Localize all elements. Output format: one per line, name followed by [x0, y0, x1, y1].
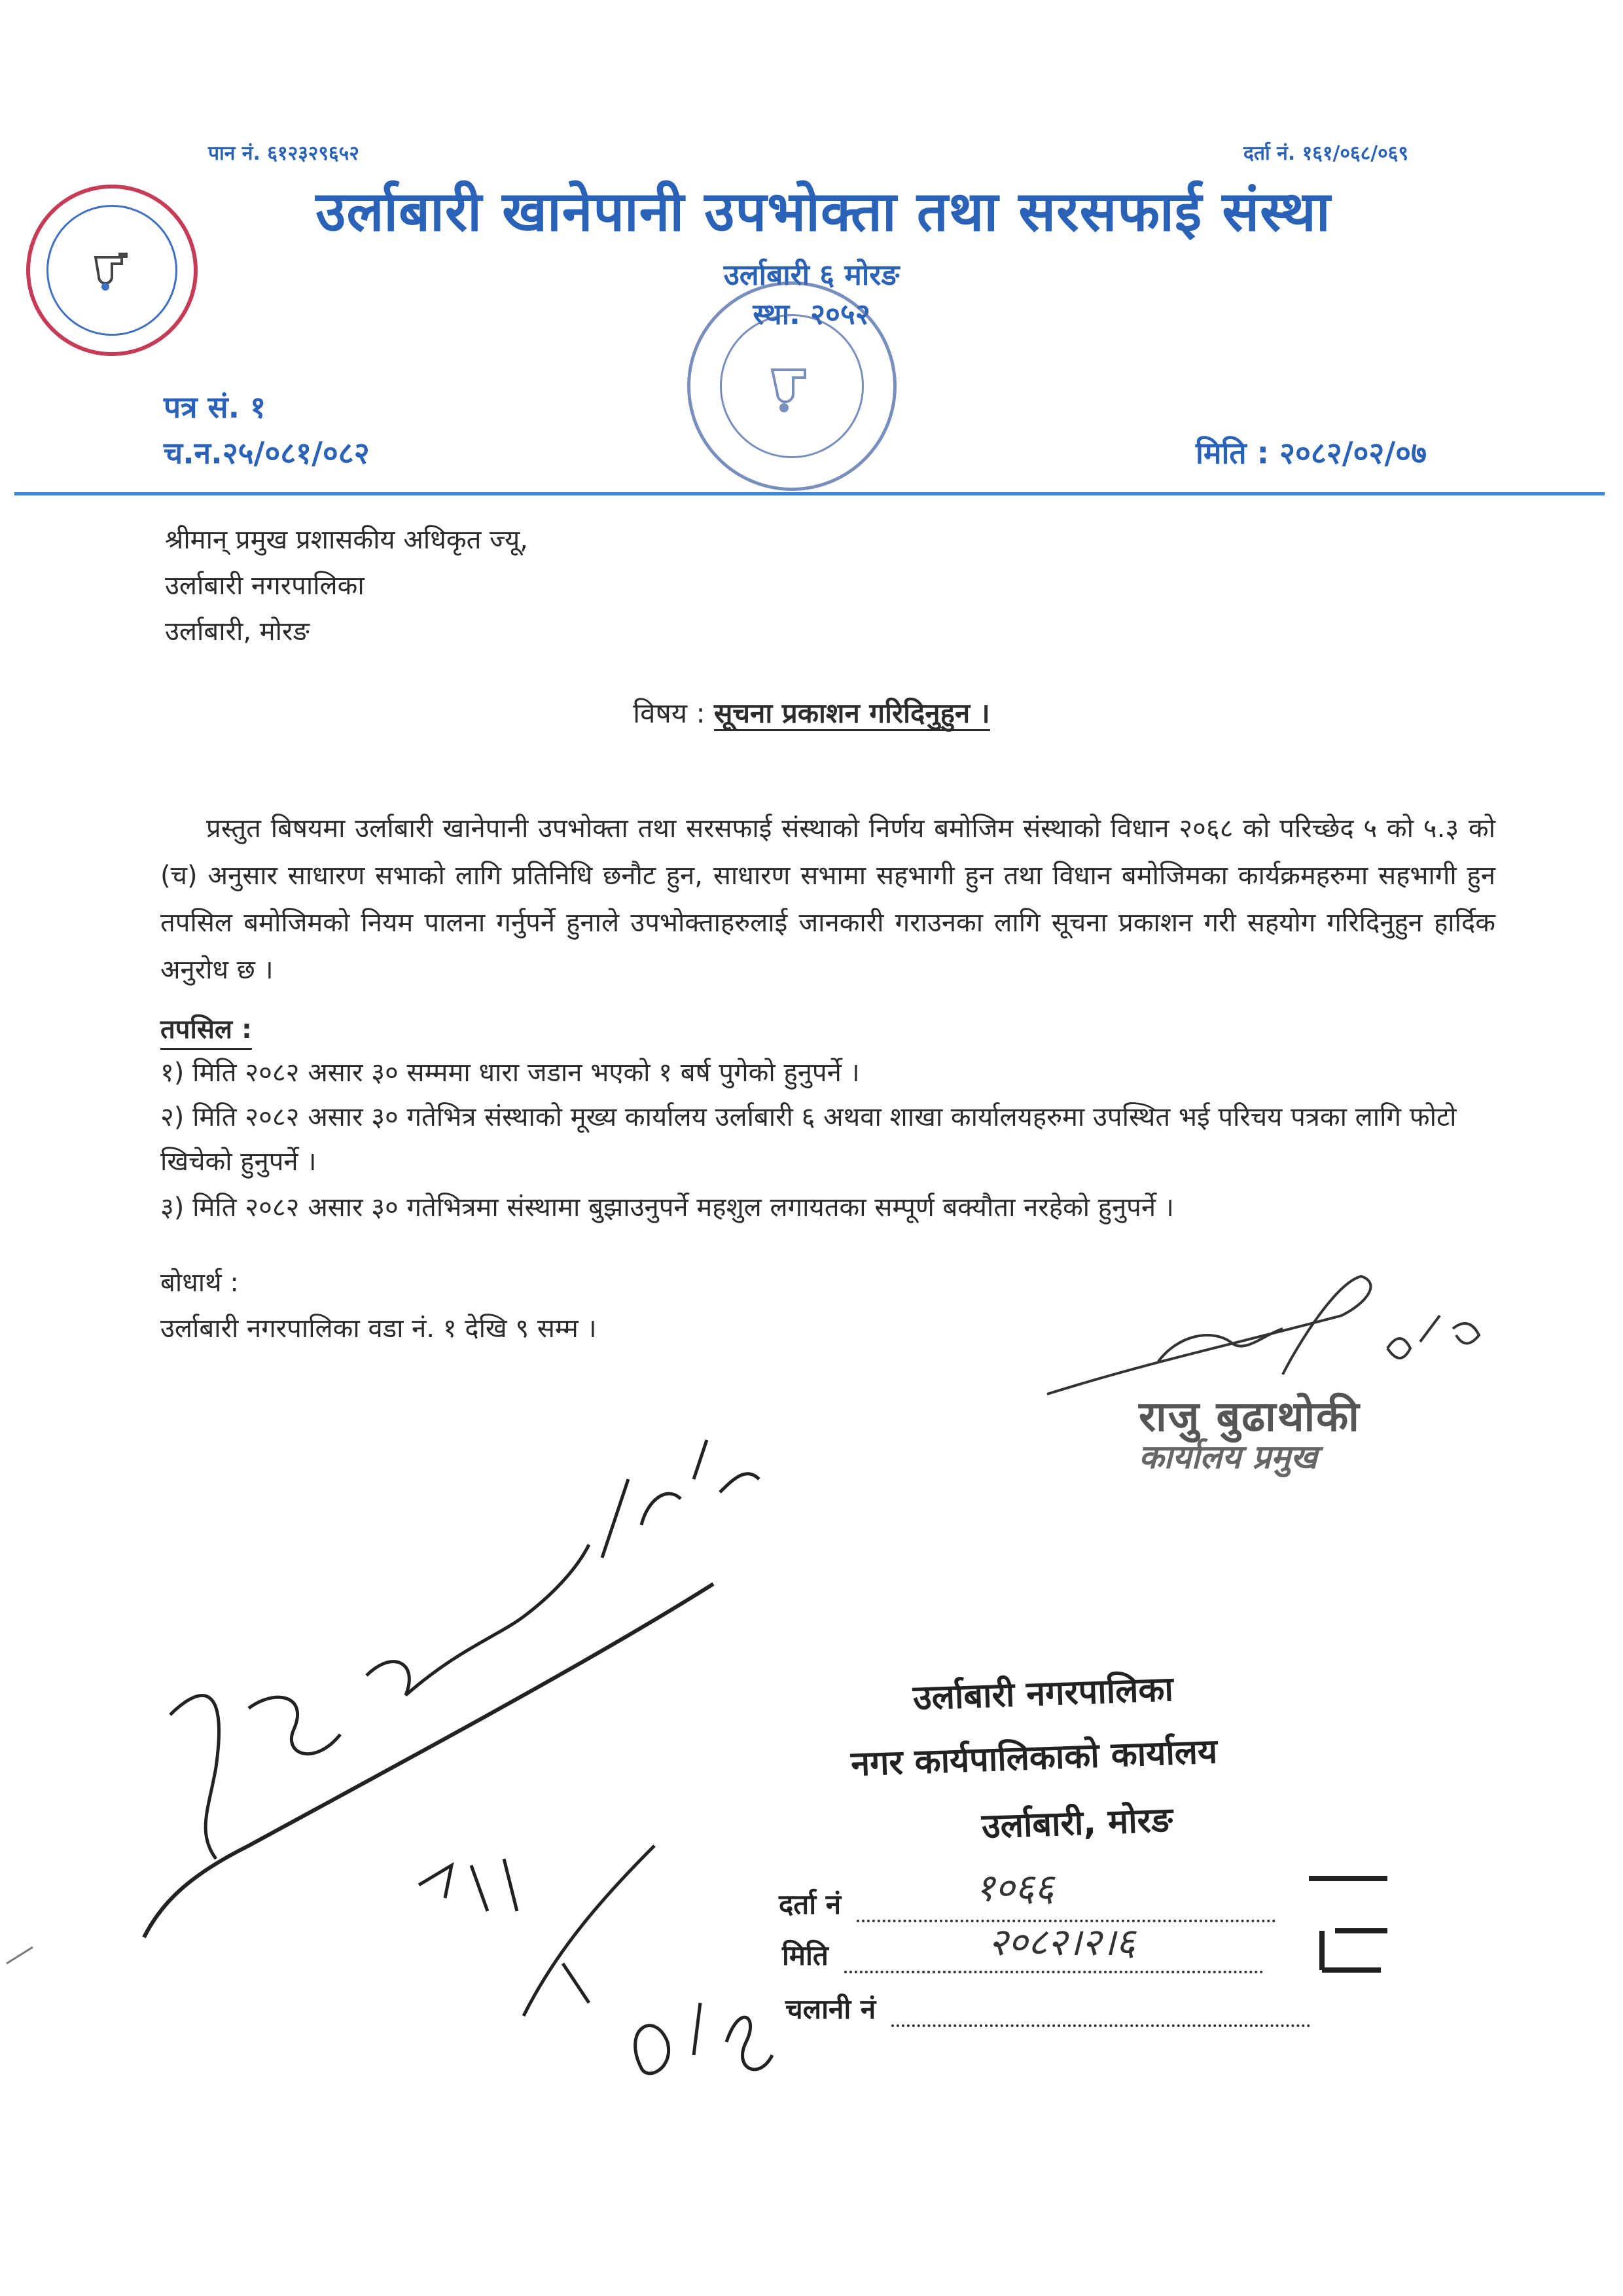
tapasil-item-1: १) मिति २०८२ असार ३० सम्ममा धारा जडान भएको १ बर्ष पुगेको हुनुपर्ने ।: [160, 1058, 860, 1088]
letter-number: पत्र सं. १: [164, 389, 266, 425]
recipient-line-1: श्रीमान् प्रमुख प्रशासकीय अधिकृत ज्यू,: [165, 525, 528, 555]
receipt-stamp-line-2: नगर कार्यपालिकाको कार्यालय: [850, 1732, 1219, 1784]
letter-date: मिति : २०८२/०२/०७: [1196, 435, 1427, 471]
organization-name: उर्लाबारी खानेपानी उपभोक्ता तथा सरसफाई संस्था: [315, 179, 1331, 243]
handwritten-cross: [524, 1846, 654, 2016]
tapasil-item-3: ३) मिति २०८२ असार ३० गतेभित्रमा संस्थामा बुझाउनुपर्ने महशुल लगायतका सम्पूर्ण बक्यौता नरहेको हुनुपर्ने ।: [160, 1193, 1174, 1223]
handwritten-note: [366, 1545, 589, 1695]
organization-address: उर्लाबारी ६ मोरङ: [723, 259, 900, 292]
registration-number: दर्ता नं. १६१/०६८/०६९: [1243, 142, 1408, 165]
dispatch-number: च.न.२५/०८१/०८२: [164, 435, 370, 471]
receipt-stamp-bracket: [1309, 1878, 1387, 1970]
bodhartha-value: उर्लाबारी नगरपालिका वडा नं. १ देखि ९ सम्म ।: [160, 1314, 597, 1344]
pan-number: पान नं. ६१२३२९६५२: [208, 142, 359, 165]
handwritten-note: [249, 1697, 340, 1754]
receipt-stamp-line-1: उर्लाबारी नगरपालिका: [912, 1670, 1174, 1718]
recipient-line-2: उर्लाबारी नगरपालिका: [165, 571, 365, 601]
tapasil-heading: तपसिल :: [160, 1011, 252, 1050]
margin-mark: [7, 1947, 33, 1964]
subject-value: सूचना प्रकाशन गरिदिनुहुन ।: [714, 697, 990, 731]
handwritten-note: [602, 1440, 759, 1558]
tapasil-item-2: २) मिति २०८२ असार ३० गतेभित्र संस्थाको मूख्य कार्यालय उर्लाबारी ६ अथवा शाखा कार्यालयहरुमा उपस्थित भई परिचय पत्रका लागि फोटो खिचेको हुनुपर्ने ।: [160, 1102, 1457, 1177]
receipt-darta-label: दर्ता नं: [779, 1888, 842, 1920]
signatory-name: राजु बुढाथोकी: [1139, 1393, 1361, 1441]
bodhartha-heading: बोधार्थ :: [160, 1268, 239, 1298]
organization-established: स्था. २०५२: [753, 298, 870, 331]
receipt-darta-value: १०६६: [975, 1865, 1054, 1910]
handwritten-note: [170, 1696, 219, 1859]
subject-label: विषय :: [633, 697, 705, 729]
body-paragraph: प्रस्तुत बिषयमा उर्लाबारी खानेपानी उपभोक्ता तथा सरसफाई संस्थाको निर्णय बमोजिम संस्थाको विधान २०६८ को परिच्छेद ५ को ५.३ को (च) अनुसार साधारण सभाको लागि प्रतिनिधि छनौट हुन, साधारण सभामा सहभागी हुन तथा विधान बमोजिमका कार्यक्रमहरुमा सहभागी हुन तपसिल बमोजिमको नियम पालना गर्नुपर्ने हुनाले उपभोक्ताहरुलाई जानकारी गराउनका लागि सूचना प्रकाशन गरी सहयोग गरिदिनुहुन हार्दिक अनुरोध छ ।: [160, 814, 1495, 985]
receipt-miti-label: मिति: [782, 1939, 829, 1971]
receipt-miti-value: २०८२।२।६: [988, 1920, 1135, 1964]
signature-date-note: [1387, 1316, 1479, 1358]
signatory-title: कार्यालय प्रमुख: [1139, 1438, 1317, 1476]
handwritten-number: [419, 1859, 517, 1911]
receipt-chalani-label: चलानी नं: [785, 1993, 876, 2025]
receipt-stamp-line-3: उर्लाबारी, मोरङ: [981, 1800, 1173, 1847]
handwritten-underline: [144, 1584, 713, 1937]
handwritten-number: [635, 2003, 772, 2073]
recipient-line-3: उर्लाबारी, मोरङ: [165, 617, 310, 647]
